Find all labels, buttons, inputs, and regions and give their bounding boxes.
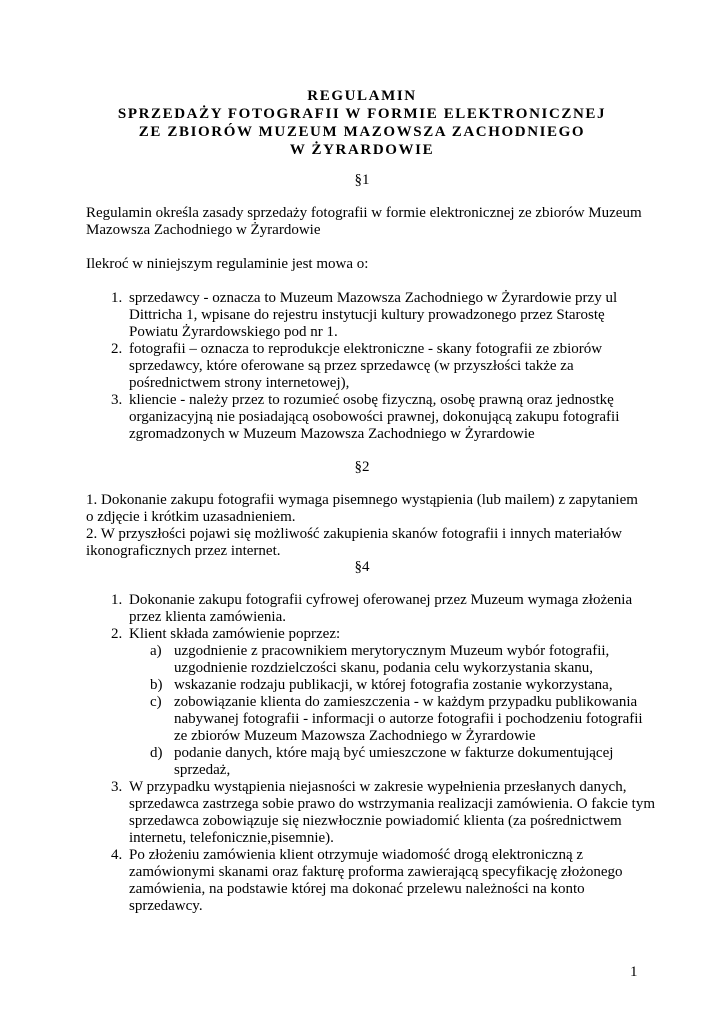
list-item-text: W przypadku wystąpienia niejasności w zakresie wypełnienia przesłanych danych, sprzedawca zastrzega sobie prawo do wstrzymania realizacji zamówienia. O fakcie tym sprzedawca zobowiązuje się niezwłocznie powiadomić klienta (za pośrednictwem internetu, telefonicznie,pisemnie).	[129, 779, 656, 846]
section-2-mark: §2	[354, 459, 370, 475]
sublist-item-text: wskazanie rodzaju publikacji, w której fotografia zostanie wykorzystana,	[174, 677, 613, 693]
section-1-mark: §1	[354, 172, 370, 188]
sublist-item	[129, 643, 656, 677]
sublist-item-text: podanie danych, które mają być umieszczone w fakturze dokumentującej sprzedaż,	[174, 745, 614, 778]
section-2-paragraph-1: 1. Dokonanie zakupu fotografii wymaga pisemnego wystąpienia (lub mailem) z zapytaniem o zdjęcie i krótkim uzasadnieniem.	[86, 492, 638, 525]
list-item-text: kliencie - należy przez to rozumieć osobę fizyczną, osobę prawną oraz jednostkę organizacyjną nie posiadającą osobowości prawnej, dokonującą zakupu fotografii zgromadzonych w Muzeum Mazowsza Zachodniego w Żyrardowie	[129, 392, 620, 442]
order-rules-list	[86, 592, 656, 915]
title-line-1: REGULAMIN	[307, 88, 417, 104]
sublist-item-text: uzgodnienie z pracownikiem merytorycznym Muzeum wybór fotografii, uzgodnienie rozdzielczości skanu, podania celu wykorzystania skanu,	[174, 643, 610, 676]
list-item	[86, 592, 656, 626]
list-item	[86, 392, 656, 443]
list-item-text: fotografii – oznacza to reprodukcje elektroniczne - skany fotografii ze zbiorów sprzedawcy, które oferowane są przez sprzedawcę (w przyszłości także za pośrednictwem strony internetowej),	[129, 341, 603, 391]
sublist-item-text: zobowiązanie klienta do zamieszczenia - w każdym przypadku publikowania nabywanej fotografii - informacji o autorze fotografii i pochodzeniu fotografii ze zbiorów Muzeum Mazowsza Zachodniego w Żyrardowie	[174, 694, 643, 744]
list-number: 1.	[111, 592, 123, 608]
list-number: 2.	[111, 626, 123, 642]
list-number: 2.	[111, 341, 123, 357]
sublist-letter: b)	[150, 677, 163, 693]
list-item	[86, 341, 656, 392]
list-item-text: Dokonanie zakupu fotografii cyfrowej oferowanej przez Muzeum wymaga złożenia przez klienta zamówienia.	[129, 592, 633, 625]
section-2-paragraph-2: 2. W przyszłości pojawi się możliwość zakupienia skanów fotografii i innych materiałów ikonograficznych przez internet.	[86, 526, 622, 559]
list-number: 4.	[111, 847, 123, 863]
sublist-item	[129, 745, 656, 779]
list-item	[86, 290, 656, 341]
sublist-letter: c)	[150, 694, 162, 710]
document-title	[0, 87, 724, 159]
sublist-item	[129, 694, 656, 745]
order-methods-sublist	[129, 643, 656, 779]
list-item	[86, 779, 656, 847]
page-number: 1	[630, 964, 638, 980]
title-line-3: ZE ZBIORÓW MUZEUM MAZOWSZA ZACHODNIEGO	[138, 124, 586, 140]
sublist-letter: d)	[150, 745, 163, 761]
title-line-2: SPRZEDAŻY FOTOGRAFII W FORMIE ELEKTRONICZNEJ	[117, 106, 607, 122]
title-line-4: W ŻYRARDOWIE	[289, 142, 435, 158]
section-1-intro: Regulamin określa zasady sprzedaży fotografii w formie elektronicznej ze zbiorów Muzeum Mazowsza Zachodniego w Żyrardowie	[86, 205, 642, 238]
sublist-item	[129, 677, 656, 694]
list-item-text: sprzedawcy - oznacza to Muzeum Mazowsza Zachodniego w Żyrardowie przy ul Dittricha 1, wpisane do rejestru instytucji kultury prowadzonego przez Starostę Powiatu Żyrardowskiego pod nr 1.	[129, 290, 618, 340]
section-4-mark: §4	[354, 559, 370, 575]
list-item	[86, 847, 656, 915]
sublist-letter: a)	[150, 643, 162, 659]
list-number: 3.	[111, 779, 123, 795]
section-1-lead: Ilekroć w niniejszym regulaminie jest mowa o:	[86, 256, 369, 272]
list-item-text: Klient składa zamówienie poprzez:	[129, 626, 341, 642]
list-number: 3.	[111, 392, 123, 408]
definitions-list	[86, 290, 656, 443]
list-number: 1.	[111, 290, 123, 306]
list-item	[86, 626, 656, 779]
list-item-text: Po złożeniu zamówienia klient otrzymuje wiadomość drogą elektroniczną z zamówionymi skanami oraz fakturę proforma zawierającą specyfikację złożonego zamówienia, na podstawie której ma dokonać przelewu należności na konto sprzedawcy.	[129, 847, 623, 914]
